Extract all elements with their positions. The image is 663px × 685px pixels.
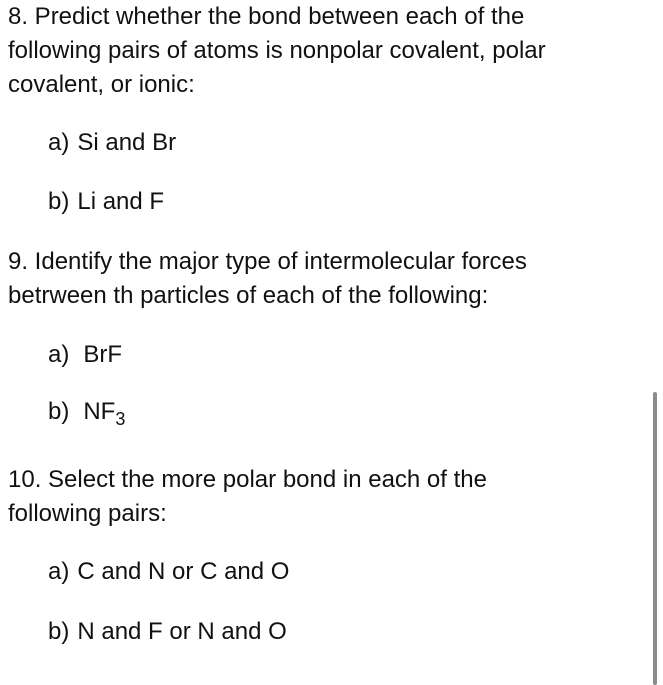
option-marker: a)	[48, 341, 70, 368]
question-8-option-a	[48, 128, 176, 158]
option-text: BrF	[83, 341, 123, 368]
question-10-line-1: 10. Select the more polar bond in each of the	[8, 466, 487, 493]
option-text: Si and Br	[77, 129, 177, 156]
option-marker: b)	[48, 618, 70, 645]
question-10-line-2: following pairs:	[8, 500, 167, 527]
option-text: C and N or C and O	[77, 558, 290, 585]
option-marker: a)	[48, 558, 70, 585]
option-marker: a)	[48, 129, 70, 156]
question-9-option-b	[48, 397, 125, 428]
option-marker: b)	[48, 188, 70, 215]
option-marker: b)	[48, 398, 70, 425]
option-text: N and F or N and O	[77, 618, 287, 645]
question-8	[8, 0, 638, 102]
option-text: Li and F	[77, 188, 165, 215]
question-9-option-a	[48, 340, 122, 370]
question-8-option-b	[48, 187, 164, 217]
question-9-line-2: betrween th particles of each of the following:	[8, 282, 489, 309]
question-10	[8, 463, 638, 531]
question-9	[8, 245, 638, 313]
question-10-option-b	[48, 617, 287, 647]
question-8-line-2: following pairs of atoms is nonpolar covalent, polar	[8, 37, 546, 64]
question-8-line-1: 8. Predict whether the bond between each of the	[8, 3, 525, 30]
option-text: NF	[83, 398, 116, 425]
question-10-option-a	[48, 557, 289, 587]
vertical-scrollbar[interactable]	[653, 392, 657, 685]
question-9-line-1: 9. Identify the major type of intermolecular forces	[8, 248, 527, 275]
question-8-line-3: covalent, or ionic:	[8, 71, 195, 98]
option-subscript: 3	[115, 409, 126, 429]
